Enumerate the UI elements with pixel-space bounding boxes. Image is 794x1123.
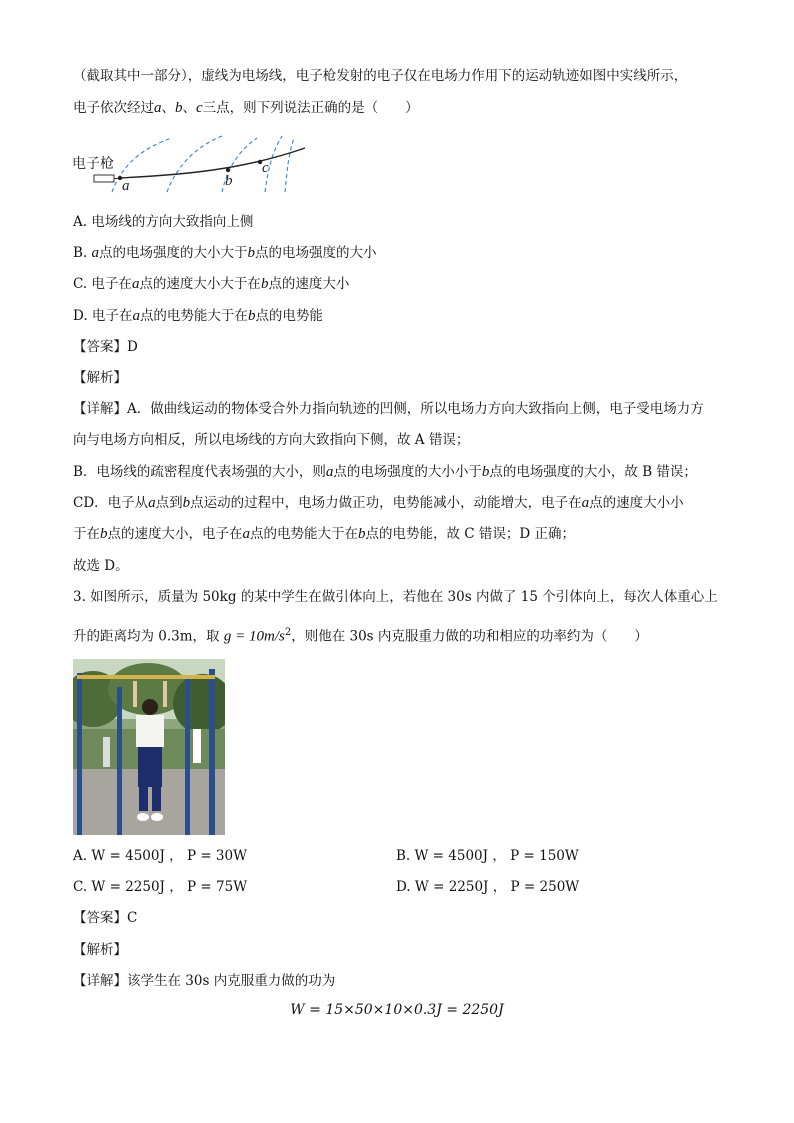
q3-stem-line1: 3. 如图所示，质量为 50kg 的某中学生在做引体向上，若他在 30s 内做了 15 个引体向上，每次人体重心上 bbox=[73, 589, 718, 605]
pull-up-photo-svg bbox=[73, 659, 225, 835]
q3-option-a: A. W = 4500J ， P = 30W bbox=[73, 848, 247, 864]
q2-option-d: D. 电子在a点的电势能大于在b点的电势能 bbox=[73, 308, 323, 324]
field-line-2 bbox=[167, 136, 222, 192]
pull-up-photo bbox=[73, 659, 225, 835]
q3-analysis-title: 【解析】 bbox=[73, 942, 127, 958]
q2-stem-line2: 电子依次经过a、b、c三点，则下列说法正确的是（ ） bbox=[73, 100, 419, 116]
figure-label-gun: 电子枪 bbox=[72, 156, 114, 172]
q2-detail-line5: 于在b点的速度大小，电子在a点的电势能大于在b点的电势能，故 C 错误；D 正确； bbox=[73, 526, 576, 542]
point-a-label: a bbox=[122, 178, 130, 194]
field-line-5 bbox=[285, 138, 294, 192]
q3-formula: W = 15×50×10×0.3J = 2250J bbox=[290, 1002, 504, 1018]
electron-gun-body bbox=[94, 175, 114, 182]
q2-option-c: C. 电子在a点的速度大小大于在b点的速度大小 bbox=[73, 276, 350, 292]
q3-stem-line2: 升的距离均为 0.3m，取 $g = 10m/s^2$，则他在 30s 内克服重力做的功和相应的功率约为（ ） bbox=[73, 627, 648, 645]
q2-detail-line4: CD．电子从a点到b点运动的过程中，电场力做正功，电势能减小，动能增大，电子在a点的速度大小小 bbox=[73, 495, 684, 511]
q2-option-b: B. a点的电场强度的大小大于b点的电场强度的大小 bbox=[73, 245, 377, 261]
q2-detail-line2: 向与电场方向相反，所以电场线的方向大致指向下侧，故 A 错误； bbox=[73, 432, 470, 448]
electric-field-figure bbox=[72, 130, 312, 200]
point-b-dot bbox=[226, 168, 230, 172]
q3-option-c: C. W = 2250J ， P = 75W bbox=[73, 879, 248, 895]
q2-stem-line1: （截取其中一部分），虚线为电场线，电子枪发射的电子仅在电场力作用下的运动轨迹如图中实线所示， bbox=[73, 68, 688, 84]
field-line-1 bbox=[112, 138, 172, 192]
q3-detail-line1: 【详解】该学生在 30s 内克服重力做的功为 bbox=[73, 973, 336, 989]
q2-detail-line6: 故选 D。 bbox=[73, 558, 129, 574]
q2-analysis-title: 【解析】 bbox=[73, 370, 127, 386]
q3-answer: 【答案】C bbox=[73, 910, 138, 926]
q2-answer: 【答案】D bbox=[73, 339, 138, 355]
trajectory bbox=[119, 148, 305, 178]
q3-option-b: B. W = 4500J ， P = 150W bbox=[396, 848, 579, 864]
point-b-label: b bbox=[225, 173, 233, 189]
q2-option-a: A. 电场线的方向大致指向上侧 bbox=[73, 214, 254, 230]
point-c-label: c bbox=[262, 160, 269, 176]
q3-option-d: D. W = 2250J ， P = 250W bbox=[396, 879, 580, 895]
q2-detail-line1: 【详解】A．做曲线运动的物体受合外力指向轨迹的凹侧，所以电场力方向大致指向上侧，电子受电场力方 bbox=[73, 401, 704, 417]
q2-detail-line3: B．电场线的疏密程度代表场强的大小，则a点的电场强度的大小小于b点的电场强度的大小，故 B 错误； bbox=[73, 464, 697, 480]
field-diagram-svg bbox=[72, 130, 312, 200]
